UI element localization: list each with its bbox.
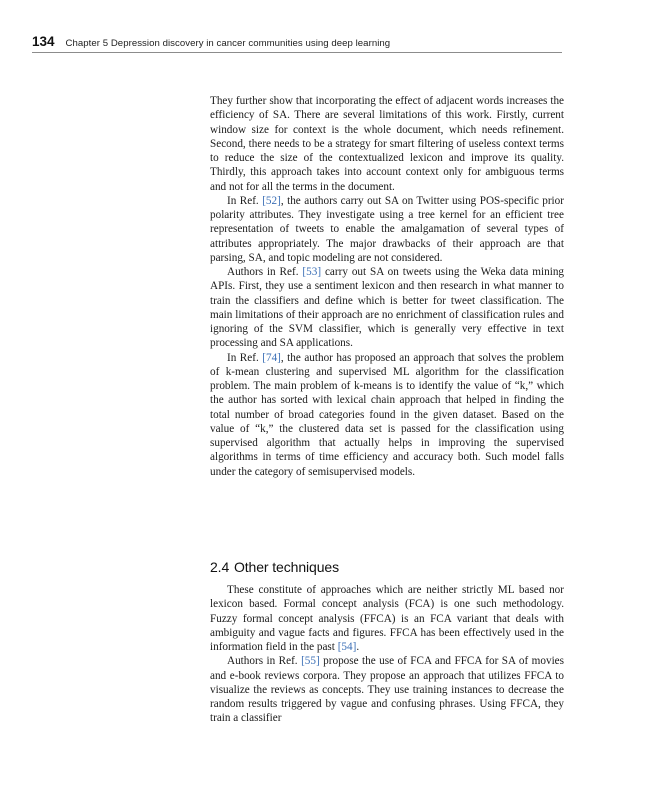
paragraph bbox=[210, 265, 564, 351]
paragraph bbox=[210, 654, 564, 725]
section-heading bbox=[210, 559, 339, 575]
paragraph bbox=[210, 194, 564, 265]
paragraph-text: , the author has proposed an approach that solves the problem of k-mean clustering and supervised ML algorithm for the classification problem. The main problem of k-means is to identify the value of “k,” which the author has sorted with lexical chain approach that helped in finding the total number of broad categories found in the given dataset. Based on the value of “k,” the clustered data set is passed for the classification using supervised algorithm that actually helps in improving the supervised algorithms in terms of time efficiency and accuracy both. Such model falls under the category of semisupervised models. bbox=[210, 351, 564, 478]
citation-link[interactable]: [55] bbox=[301, 655, 320, 668]
section-number: 2.4 bbox=[210, 559, 230, 575]
paragraph-text: . bbox=[356, 641, 360, 653]
paragraph-text: In Ref. bbox=[227, 194, 263, 207]
paragraph bbox=[210, 583, 564, 654]
citation-link[interactable]: [54] bbox=[337, 641, 357, 653]
paragraph bbox=[210, 351, 564, 479]
citation-link[interactable]: [53] bbox=[302, 266, 322, 278]
body-text-upper bbox=[210, 94, 564, 479]
paragraph-text: propose the use of FCA and FFCA for SA of movies and e-book reviews corpora. They propose an approach that utilizes FFCA to visualize the reviews as concepts. They use training instances to decrease the random results triggered by vague and confusing phrases. Using FFCA, they train a classifier bbox=[210, 655, 565, 725]
chapter-title: Chapter 5 Depression discovery in cancer communities using deep learning bbox=[65, 38, 391, 49]
body-text-lower bbox=[210, 583, 564, 726]
paragraph-text: In Ref. bbox=[227, 351, 263, 364]
citation-link[interactable]: [74] bbox=[262, 351, 281, 364]
paragraph-text: carry out SA on tweets using the Weka data mining APIs. First, they use a sentiment lexicon and then research in what manner to train the classifiers and define which is better for tweet classification. The main limitations of their approach are no enrichment of classification rules and ignoring of the SVM classifier, which is generally very effective in text processing and SA applications. bbox=[210, 266, 565, 350]
paragraph-text: , the authors carry out SA on Twitter using POS-specific prior polarity attributes. They investigate using a tree kernel for an efficient tree representation of tweets to enable the amalgamation of several types of attributes appropriately. The major drawbacks of their approach are that parsing, SA, and topic modeling are not considered. bbox=[210, 194, 564, 264]
paragraph-text: Authors in Ref. bbox=[227, 655, 302, 668]
paragraph-text: These constitute of approaches which are neither strictly ML based nor lexicon based. Formal concept analysis (FCA) is one such methodology. Fuzzy formal concept analysis (FFCA) is an FCA variant that deals with ambiguity and vague facts and figures. FFCA has been effectively used in the information field in the past bbox=[210, 584, 564, 653]
section-title: Other techniques bbox=[233, 559, 339, 575]
citation-link[interactable]: [52] bbox=[262, 194, 281, 207]
running-header bbox=[32, 34, 562, 53]
paragraph bbox=[210, 94, 564, 194]
paragraph-text: They further show that incorporating the effect of adjacent words increases the efficiency of SA. There are several limitations of this work. Firstly, current window size for context is the whole document, which needs refinement. Second, there needs to be a strategy for smart filtering of useless context terms to reduce the size of the contextualized lexicon and improve its quality. Thirdly, this approach takes into account context only for ambiguous terms and not for all the terms in the document. bbox=[210, 95, 564, 193]
page-number: 134 bbox=[32, 34, 55, 49]
paragraph-text: Authors in Ref. bbox=[227, 266, 303, 278]
